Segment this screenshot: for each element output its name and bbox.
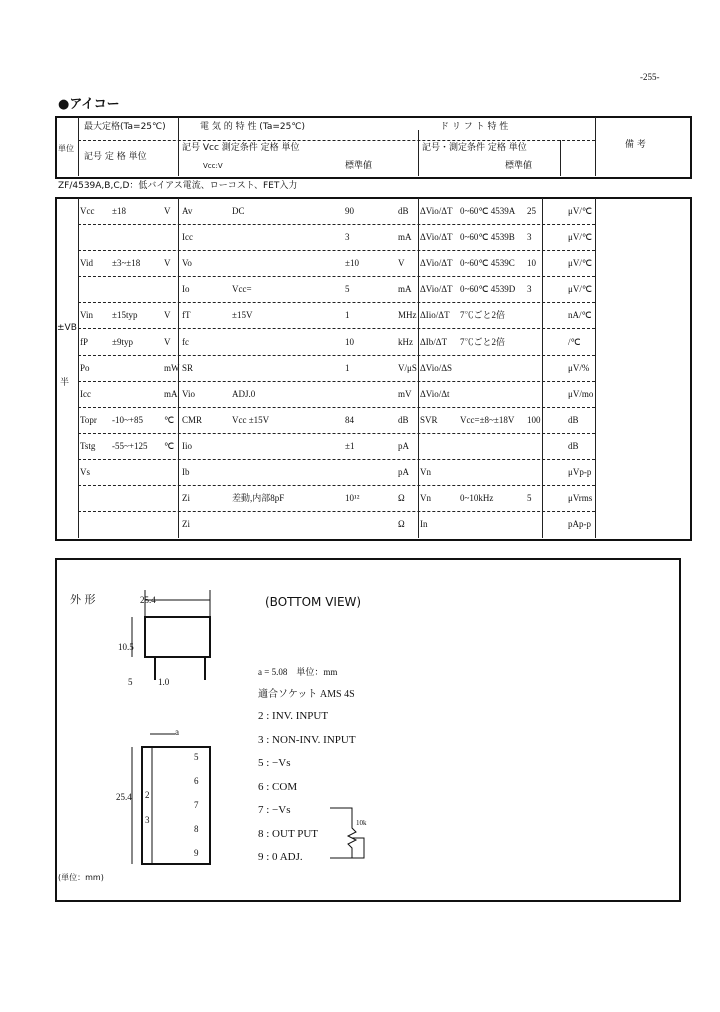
row-2-drift-unit: μV/℃	[568, 232, 592, 243]
dim-length: 25.4	[116, 792, 132, 802]
row-divider	[78, 355, 595, 356]
row-4-elec-symbol: Io	[182, 284, 190, 295]
page-number: -255-	[640, 72, 660, 82]
row-12-elec-unit: Ω	[398, 493, 405, 504]
row-3-drift-condition: 0~60℃ 4539C	[460, 258, 515, 269]
row-10-elec-typ: ±1	[345, 440, 355, 451]
row-5-max-symbol: Vin	[80, 310, 93, 321]
row-2-elec-typ: 3	[345, 232, 350, 243]
row-6-drift-symbol: ΔIb/ΔT	[420, 336, 448, 347]
row-11-elec-symbol: Ib	[182, 467, 190, 477]
pin-description: 8 : OUT PUT	[258, 827, 318, 840]
dim-height: 10.5	[118, 642, 134, 652]
row-9-elec-typ: 84	[345, 414, 354, 425]
row-divider	[78, 302, 595, 303]
row-8-drift-symbol: ΔVio/Δt	[420, 388, 450, 399]
pitch-note: a = 5.08 単位：mm	[258, 667, 338, 677]
row-10-max-unit: ℃	[164, 440, 175, 451]
row-5-max-unit: V	[164, 310, 171, 321]
row-6-elec-typ: 10	[345, 336, 354, 347]
row-3-elec-symbol: Vo	[182, 258, 192, 269]
column-divider	[595, 117, 596, 176]
row-7-elec-symbol: SR	[182, 362, 194, 373]
row-7-elec-typ: 1	[345, 362, 350, 373]
pin-3: 3	[145, 815, 150, 825]
max-ratings-subheader: 記号 定 格 単位	[84, 152, 147, 162]
row-12-drift-unit: μVrms	[568, 493, 593, 504]
row-3-drift-typ: 10	[527, 258, 536, 269]
pin-5: 5	[194, 752, 199, 762]
row-12-elec-typ: 10¹²	[345, 493, 360, 504]
row-12-drift-symbol: Vn	[420, 493, 431, 504]
row-2-elec-unit: mA	[398, 232, 412, 243]
row-4-elec-typ: 5	[345, 284, 350, 295]
row-6-max-symbol: fP	[80, 336, 89, 347]
column-divider	[595, 198, 596, 538]
row-8-elec-symbol: Vio	[182, 388, 195, 399]
row-8-max-unit: mA	[164, 388, 178, 399]
row-1-max-symbol: Vcc	[80, 206, 95, 216]
row-9-drift-unit: dB	[568, 414, 579, 425]
row-11-drift-symbol: Vn	[420, 467, 431, 477]
row-9-max-symbol: Topr	[80, 414, 97, 425]
row-1-drift-unit: μV/℃	[568, 206, 592, 216]
row-4-drift-condition: 0~60℃ 4539D	[460, 284, 516, 295]
row-4-drift-typ: 3	[527, 284, 532, 295]
row-5-drift-symbol: ΔIio/ΔT	[420, 310, 450, 321]
company-name: ●アイコー	[58, 97, 120, 112]
row-5-max-rating: ±15typ	[112, 310, 138, 321]
row-6-max-rating: ±9typ	[112, 336, 133, 347]
row-10-drift-unit: dB	[568, 440, 579, 451]
socket-note: 適合ソケット AMS 4S	[258, 689, 355, 700]
row-divider	[78, 328, 595, 329]
row-divider	[78, 485, 595, 486]
row-divider	[78, 407, 595, 408]
row-10-elec-symbol: Iio	[182, 440, 192, 451]
row-2-drift-typ: 3	[527, 232, 532, 243]
typ-label: 標準値	[345, 161, 373, 171]
dim-pitch: a	[175, 727, 179, 737]
row-1-elec-condition: DC	[232, 206, 245, 216]
pin-9: 9	[194, 848, 199, 858]
row-3-elec-typ: ±10	[345, 258, 359, 269]
row-1-drift-condition: 0~60℃ 4539A	[460, 206, 516, 216]
column-divider	[542, 198, 543, 538]
row-8-elec-condition: ADJ.0	[232, 388, 256, 399]
bottom-view-label: (BOTTOM VIEW)	[265, 595, 362, 609]
max-ratings-header: 最大定格(Ta=25℃)	[84, 122, 166, 132]
row-divider	[78, 250, 595, 251]
row-7-max-symbol: Po	[80, 362, 90, 373]
potentiometer-circuit	[330, 800, 390, 860]
row-4-elec-condition: Vcc=	[232, 284, 252, 295]
row-5-elec-condition: ±15V	[232, 310, 253, 321]
pin-description: 9 : 0 ADJ.	[258, 851, 303, 863]
row-1-max-unit: V	[164, 206, 171, 216]
row-9-drift-symbol: SVR	[420, 414, 438, 425]
drift-header: ド リ フ ト 特 性	[440, 122, 509, 132]
row-8-drift-unit: μV/mo	[568, 388, 594, 399]
row-3-max-unit: V	[164, 258, 171, 269]
dim-pin-dia: 1.0	[158, 677, 170, 687]
pin-description: 6 : COM	[258, 780, 298, 793]
row-10-max-rating: -55~+125	[112, 440, 148, 451]
row-5-elec-symbol: fT	[182, 310, 191, 321]
group-label-vb: ±VB	[57, 323, 77, 333]
row-4-drift-symbol: ΔVio/ΔT	[420, 284, 453, 295]
row-3-drift-symbol: ΔVio/ΔT	[420, 258, 453, 269]
row-divider	[78, 433, 595, 434]
product-subtitle: ZF/4539A,B,C,D：低バイアス電流、ローコスト、FET入力	[58, 181, 298, 191]
row-1-drift-typ: 25	[527, 206, 536, 216]
column-divider	[78, 198, 79, 538]
row-3-drift-unit: μV/℃	[568, 258, 592, 269]
row-7-drift-unit: μV/%	[568, 362, 590, 373]
row-1-elec-symbol: Av	[182, 206, 193, 216]
row-divider	[78, 381, 595, 382]
row-1-drift-symbol: ΔVio/ΔT	[420, 206, 453, 216]
row-6-elec-symbol: fc	[182, 336, 189, 347]
pin-7: 7	[194, 800, 199, 810]
row-divider	[78, 224, 595, 225]
pin-2: 2	[145, 790, 150, 800]
pin-description: 2 : INV. INPUT	[258, 710, 329, 722]
row-7-drift-symbol: ΔVio/ΔS	[420, 362, 453, 373]
row-6-drift-unit: /℃	[568, 336, 581, 347]
row-4-drift-unit: μV/℃	[568, 284, 592, 295]
row-2-elec-symbol: Icc	[182, 232, 193, 243]
row-11-max-symbol: Vs	[80, 467, 91, 477]
electrical-subheader: 記号 Vcc 測定条件 定格 単位	[182, 143, 300, 153]
dim-pin-length: 5	[128, 677, 133, 687]
pin-description: 3 : NON-INV. INPUT	[258, 733, 356, 746]
row-9-drift-condition: Vcc=±8~±18V	[460, 414, 515, 425]
row-5-elec-typ: 1	[345, 310, 350, 321]
row-4-elec-unit: mA	[398, 284, 412, 295]
row-divider	[78, 459, 595, 460]
row-12-drift-condition: 0~10kHz	[460, 493, 494, 504]
row-divider	[78, 140, 595, 141]
dim-width: 25.4	[140, 595, 156, 605]
row-7-max-unit: mW	[164, 362, 180, 373]
row-9-max-unit: ℃	[164, 414, 175, 425]
row-13-drift-symbol: In	[420, 519, 428, 530]
row-11-elec-unit: pA	[398, 467, 409, 477]
row-8-max-symbol: Icc	[80, 388, 91, 399]
outline-title: 外 形	[70, 593, 96, 606]
unit-col-header: 単位	[58, 144, 74, 153]
pin-8: 8	[194, 824, 199, 834]
remarks-header: 備 考	[625, 140, 646, 150]
row-11-drift-unit: μVp-p	[568, 467, 592, 477]
vcc-label: Vcc:V	[203, 162, 223, 170]
row-13-elec-unit: Ω	[398, 519, 405, 530]
row-8-elec-unit: mV	[398, 388, 412, 399]
row-3-max-symbol: Vid	[80, 258, 93, 269]
row-5-elec-unit: MHz	[398, 310, 417, 321]
row-13-drift-unit: pAp-p	[568, 519, 591, 530]
pin-6: 6	[194, 776, 199, 786]
row-2-drift-condition: 0~60℃ 4539B	[460, 232, 515, 243]
row-9-elec-unit: dB	[398, 414, 409, 425]
row-10-elec-unit: pA	[398, 440, 409, 451]
row-9-drift-typ: 100	[527, 414, 541, 425]
row-12-elec-condition: 差動,内部8pF	[232, 493, 285, 504]
row-6-elec-unit: kHz	[398, 336, 413, 347]
spec-table	[55, 197, 692, 541]
row-divider	[78, 276, 595, 277]
row-1-elec-typ: 90	[345, 206, 354, 216]
row-1-max-rating: ±18	[112, 206, 126, 216]
row-7-elec-unit: V/μS	[398, 362, 417, 373]
electrical-header: 電 気 的 特 性 (Ta=25℃)	[200, 122, 305, 132]
column-divider	[418, 198, 419, 538]
column-divider	[178, 117, 179, 176]
pin-description: 7 : −Vs	[258, 804, 291, 816]
row-10-max-symbol: Tstg	[80, 440, 96, 451]
group-label-half: 半	[60, 378, 70, 388]
row-6-drift-condition: 7℃ごと2倍	[460, 336, 506, 347]
drift-typ-label: 標準値	[505, 161, 533, 171]
pin-description: 5 : −Vs	[258, 757, 291, 769]
row-9-elec-symbol: CMR	[182, 414, 203, 425]
row-12-elec-symbol: Zi	[182, 493, 190, 504]
row-9-max-rating: -10~+85	[112, 414, 143, 425]
row-12-drift-typ: 5	[527, 493, 532, 504]
row-13-elec-symbol: Zi	[182, 519, 190, 530]
pot-value: 10k	[356, 819, 367, 827]
unit-note: (単位：mm)	[58, 873, 104, 882]
drift-subheader: 記号・測定条件 定格 単位	[422, 143, 527, 153]
column-divider	[418, 130, 419, 176]
row-3-elec-unit: V	[398, 258, 405, 269]
row-1-elec-unit: dB	[398, 206, 409, 216]
row-2-drift-symbol: ΔVio/ΔT	[420, 232, 453, 243]
row-3-max-rating: ±3~±18	[112, 258, 141, 269]
row-9-elec-condition: Vcc ±15V	[232, 414, 270, 425]
row-5-drift-unit: nA/℃	[568, 310, 592, 321]
row-6-max-unit: V	[164, 336, 171, 347]
column-divider	[78, 117, 79, 176]
row-divider	[78, 511, 595, 512]
column-divider	[560, 140, 561, 176]
row-5-drift-condition: 7℃ごと2倍	[460, 310, 506, 321]
